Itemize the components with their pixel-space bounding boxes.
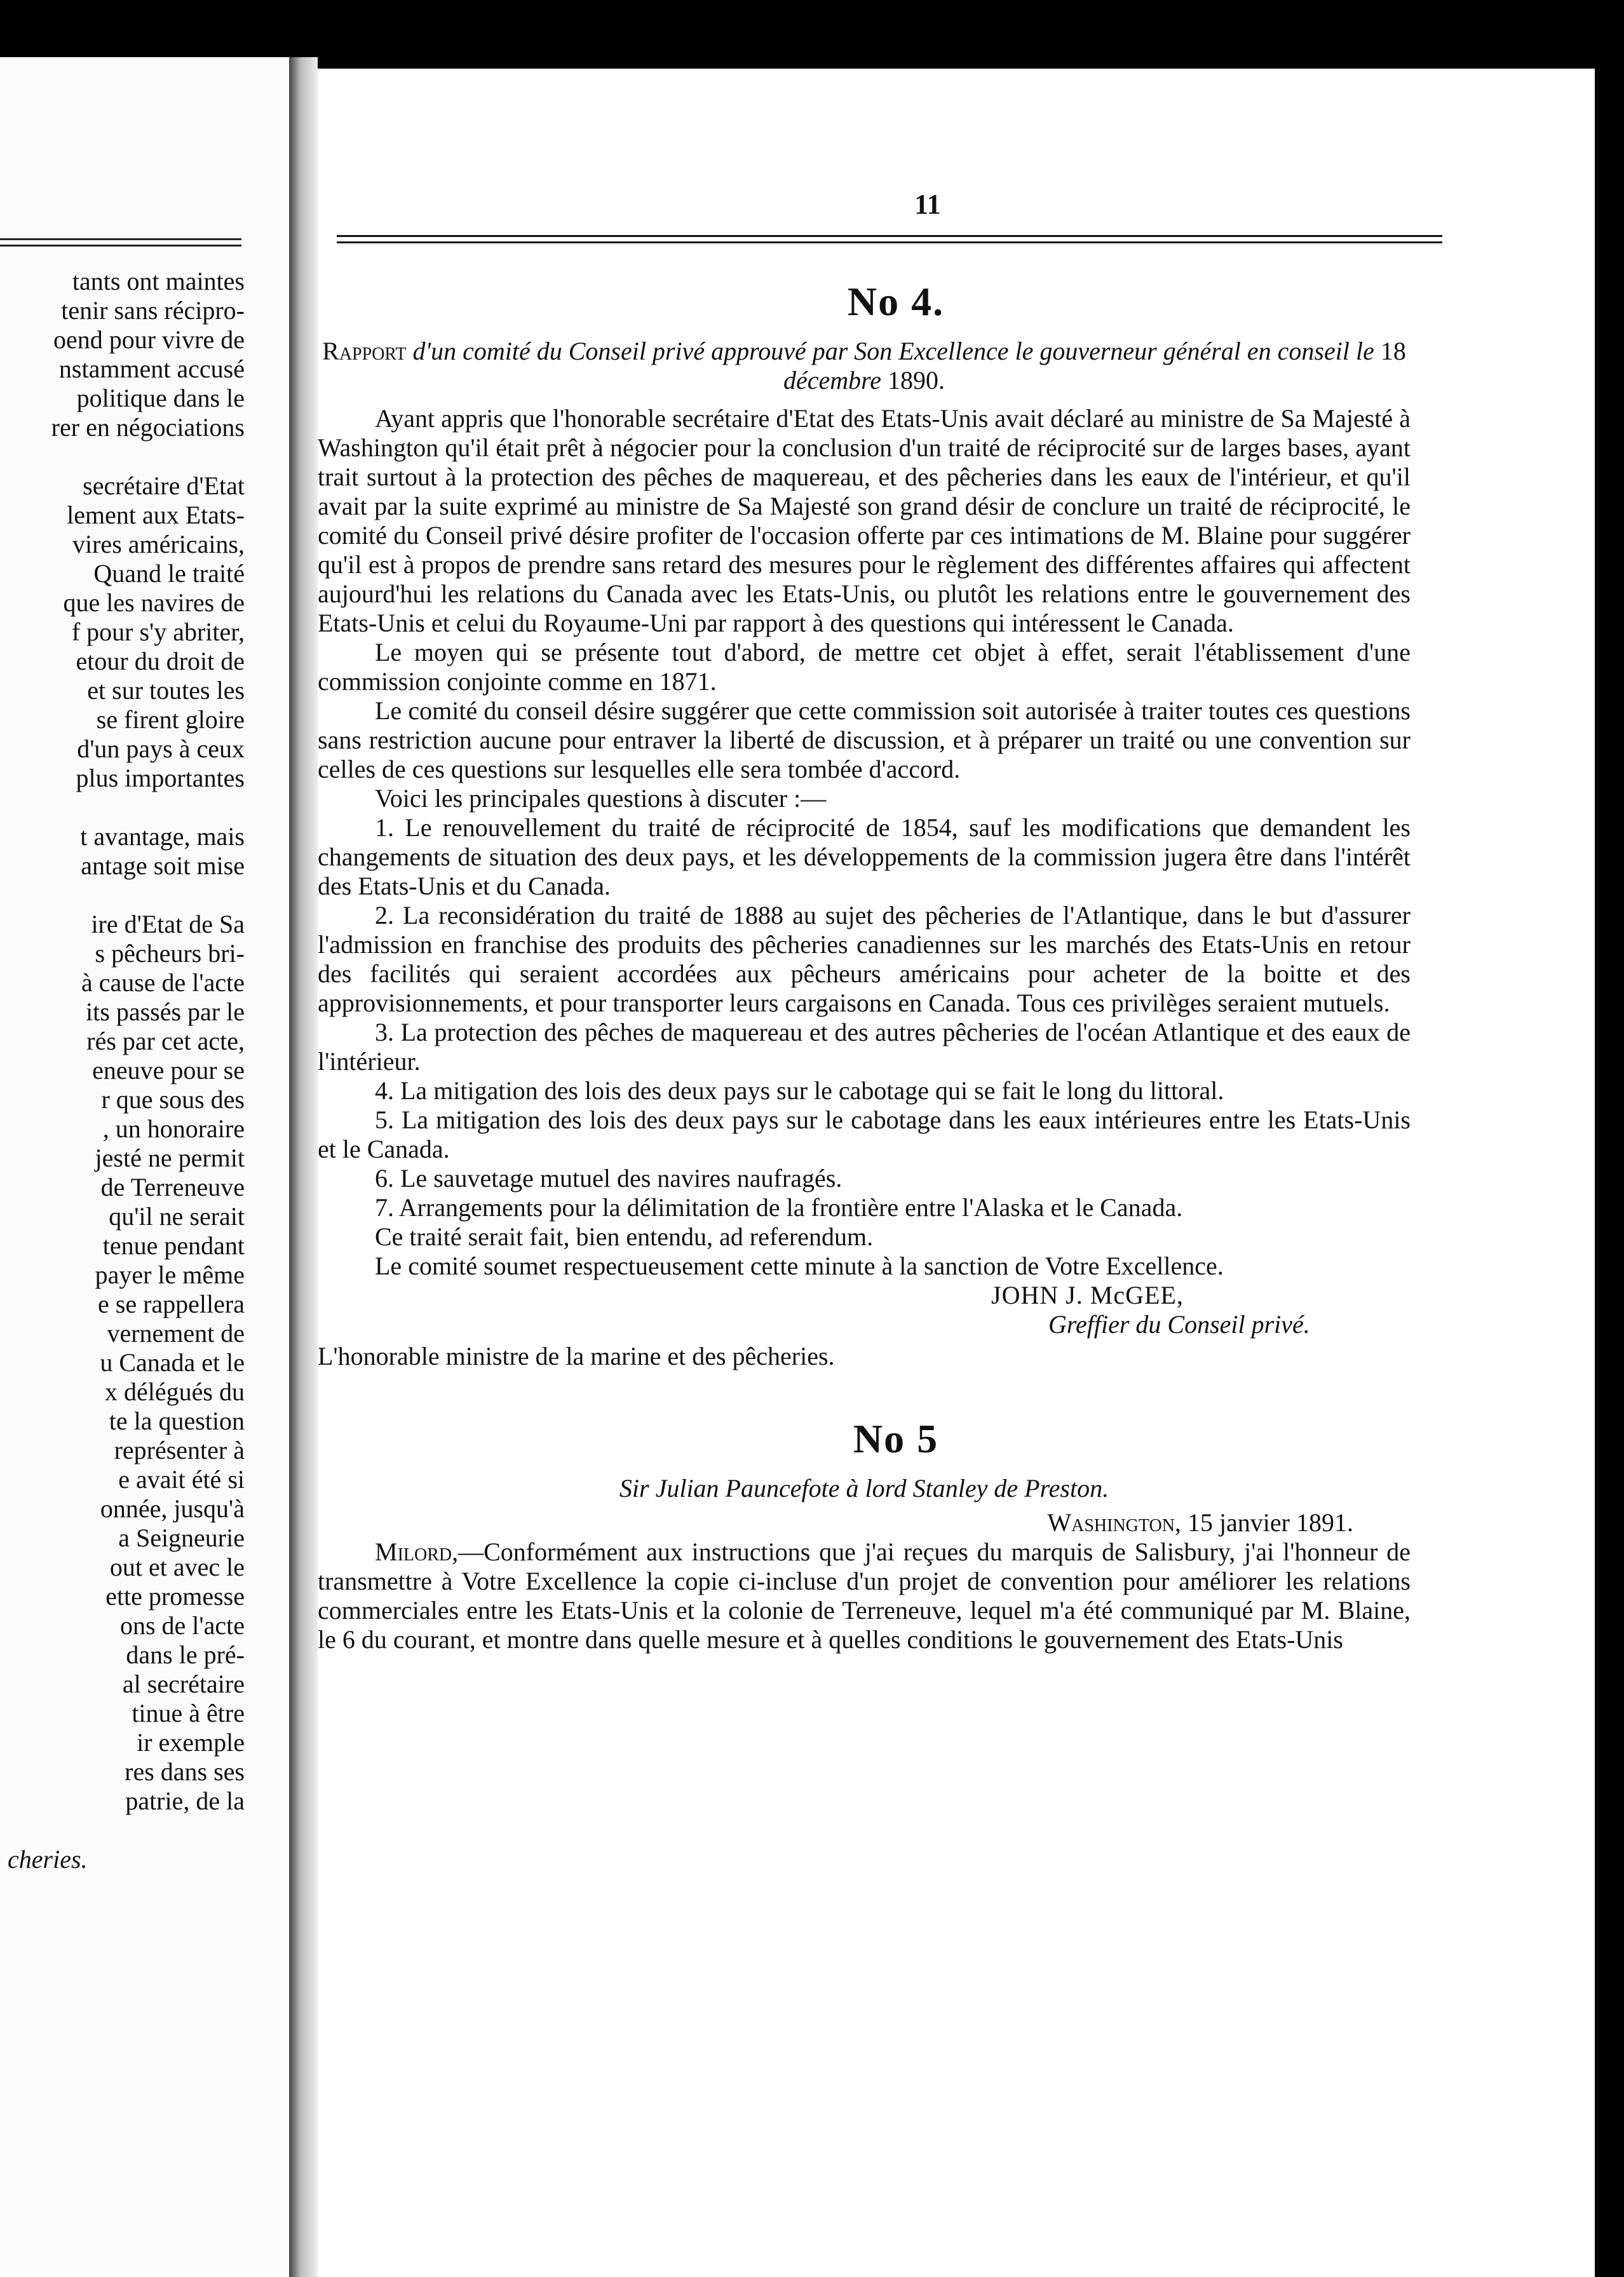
- left-line: représenter à: [114, 1436, 245, 1464]
- page-number: 11: [914, 189, 941, 220]
- left-line: jesté ne permit: [95, 1144, 245, 1172]
- document-4-paragraph: Le comité du conseil désire suggérer que cette commission soit autorisée à traiter toutes ces questions sans restriction aucune pour entraver la liberté de discussion, et à préparer un traité ou une convention sur celles de ces questions sur lesquelles elle sera tombée d'accord.: [318, 696, 1411, 783]
- left-line: tenir sans récipro-: [61, 296, 245, 325]
- letter-title: Sir Julian Pauncefote à lord Stanley de Preston.: [619, 1474, 1109, 1503]
- left-line: que les navires de: [63, 588, 245, 617]
- left-line: a Seigneurie: [118, 1524, 245, 1552]
- signature-name: JOHN J. McGEE,: [991, 1281, 1184, 1309]
- left-line: , un honoraire: [102, 1114, 245, 1143]
- left-gap: [0, 1816, 245, 1845]
- left-line: al secrétaire: [122, 1670, 245, 1698]
- left-rule-top: [0, 238, 241, 240]
- left-line: antage soit mise: [81, 851, 245, 880]
- document-4-paragraph: Le comité soumet respectueusement cette minute à la sanction de Votre Excellence.: [375, 1252, 1224, 1280]
- document-5-number: No 5: [853, 1416, 939, 1461]
- left-rule-bottom: [0, 245, 241, 247]
- left-line: tenue pendant: [102, 1231, 245, 1260]
- left-page: [0, 57, 289, 2277]
- addressee: L'honorable ministre de la marine et des pêcheries.: [318, 1342, 835, 1370]
- left-line: ire d'Etat de Sa: [91, 910, 245, 938]
- title-italic-part: d'un comité du Conseil privé approuvé par Son Excellence le gouverneur général en conseil le: [412, 337, 1374, 365]
- left-column-text: [0, 267, 245, 1874]
- left-line: qu'il ne serait: [109, 1202, 245, 1231]
- title-smallcaps: Rapport: [322, 337, 407, 365]
- left-line: eneuve pour se: [92, 1056, 245, 1084]
- title-year: 1890.: [887, 366, 945, 395]
- document-4-paragraph: Ayant appris que l'honorable secrétaire d'Etat des Etats-Unis avait déclaré au ministre de Sa Majesté à Washington qu'il était prêt à négocier pour la conclusion d'un traité de réciprocité sur de larges bases, ayant trait surtout à la protection des pêches de maquereau, et des pêcheries dans les eaux de l'intérieur, et qu'il avait par la suite exprimé au ministre de Sa Majesté son grand désir de conclure un traité de réciprocité, le comité du Conseil privé désire profiter de l'occasion offerte par ces intimations de M. Blaine pour suggérer qu'il est à propos de prendre sans retard des mesures pour le règlement des différentes affaires qui affectent aujourd'hui les relations du Canada avec les Etats-Unis, ou plutôt les relations entre le gouvernement des Etats-Unis et celui du Royaume-Uni par rapport à des questions qui intéressent le Canada.: [318, 404, 1411, 637]
- left-line: rés par cet acte,: [86, 1027, 245, 1055]
- left-line: ette promesse: [105, 1582, 245, 1611]
- book-gutter: [289, 57, 318, 2277]
- document-4-paragraph: 7. Arrangements pour la délimitation de la frontière entre l'Alaska et le Canada.: [375, 1193, 1183, 1222]
- left-gap: [0, 793, 245, 822]
- left-line: lement aux Etats-: [67, 501, 245, 529]
- left-line: à cause de l'acte: [81, 968, 245, 997]
- left-line: etour du droit de: [76, 647, 245, 675]
- left-line: Quand le traité: [93, 559, 245, 588]
- left-line: politique dans le: [76, 384, 245, 412]
- left-gap: [0, 881, 245, 910]
- left-line: onnée, jusqu'à: [100, 1494, 245, 1523]
- letter-body-text: —Conformément aux instructions que j'ai reçues du marquis de Salisbury, j'ai l'honneur de transmettre à Votre Excellence la copie ci-incluse d'un projet de convention pour améliorer les relations commerciales entre les Etats-Unis et la colonie de Terreneuve, lequel m'a été communiqué par M. Blaine, le 6 du courant, et montre dans quelle mesure et à quelles conditions le gouvernement des Etats-Unis: [318, 1537, 1411, 1654]
- main-text: [318, 278, 1411, 1654]
- document-4-body: [318, 404, 1411, 1281]
- title-day: 18: [1380, 337, 1406, 365]
- document-4-paragraph: Voici les principales questions à discuter :—: [375, 784, 827, 813]
- document-4-paragraph: 1. Le renouvellement du traité de réciprocité de 1854, sauf les modifications que demandent les changements de situation des deux pays, et les développements de la commission jugera être dans l'intérêt des Etats-Unis et du Canada.: [318, 813, 1411, 900]
- document-4-number: No 4.: [847, 279, 945, 324]
- left-line: de Terreneuve: [100, 1173, 245, 1201]
- letter-date-value: 15 janvier 1891.: [1187, 1508, 1353, 1537]
- header-rule-bottom: [337, 241, 1442, 243]
- header-rule-top: [337, 235, 1442, 237]
- left-line: rer en négociations: [51, 413, 245, 442]
- title-month: décembre: [783, 366, 881, 395]
- left-line: out et avec le: [109, 1553, 245, 1581]
- document-4-paragraph: 3. La protection des pêches de maquereau et des autres pêcheries de l'océan Atlantique et des eaux de l'intérieur.: [318, 1018, 1411, 1076]
- document-4-paragraph: Le moyen qui se présente tout d'abord, de mettre cet objet à effet, serait l'établissement d'une commission conjointe comme en 1871.: [318, 638, 1411, 696]
- left-line: r que sous des: [101, 1085, 245, 1114]
- left-gap: [0, 442, 245, 471]
- letter-body: [318, 1537, 1411, 1654]
- left-line: its passés par le: [86, 997, 245, 1026]
- left-line: payer le même: [95, 1260, 245, 1289]
- left-line: ons de l'acte: [119, 1611, 245, 1640]
- left-line: e se rappellera: [98, 1290, 245, 1318]
- left-line: tinue à être: [132, 1699, 245, 1727]
- letter-place: Washington,: [1047, 1508, 1181, 1537]
- document-4-paragraph: Ce traité serait fait, bien entendu, ad referendum.: [375, 1222, 874, 1251]
- left-line: tants ont maintes: [72, 267, 245, 295]
- left-line: vires américains,: [72, 530, 245, 558]
- left-line: et sur toutes les: [87, 676, 245, 705]
- left-line: x délégués du: [105, 1377, 245, 1406]
- left-line: se firent gloire: [96, 705, 245, 734]
- document-4-paragraph: 6. Le sauvetage mutuel des navires naufragés.: [375, 1164, 842, 1193]
- document-4-paragraph: 5. La mitigation des lois des deux pays sur le cabotage dans les eaux intérieures entre les Etats-Unis et le Canada.: [318, 1105, 1411, 1163]
- left-line: t avantage, mais: [80, 822, 245, 851]
- document-4-paragraph: 4. La mitigation des lois des deux pays sur le cabotage qui se fait le long du littoral.: [375, 1076, 1224, 1105]
- left-line: s pêcheurs bri-: [95, 939, 245, 968]
- document-4-title: [318, 337, 1411, 395]
- left-line: oend pour vivre de: [53, 325, 245, 354]
- left-line: te la question: [109, 1407, 245, 1435]
- left-line: secrétaire d'Etat: [83, 471, 245, 500]
- signature-title: Greffier du Conseil privé.: [1048, 1310, 1310, 1339]
- left-line: nstamment accusé: [58, 355, 245, 383]
- left-line: vernement de: [107, 1319, 245, 1348]
- left-line-end: cheries.: [8, 1845, 88, 1874]
- letter-date: [318, 1508, 1411, 1537]
- salutation: Milord,: [375, 1537, 459, 1566]
- left-line: u Canada et le: [100, 1348, 245, 1377]
- left-line: ir exemple: [137, 1728, 245, 1757]
- document-4-paragraph: 2. La reconsidération du traité de 1888 au sujet des pêcheries de l'Atlantique, dans le but d'assurer l'admission en franchise des produits des pêcheries canadiennes sur les marchés des Etats-Unis en retour des facilités qui seraient accordées aux pêcheurs américains pour acheter de la boitte et des approvisionnements, et pour transporter leurs cargaisons en Canada. Tous ces privilèges seraient mutuels.: [318, 901, 1411, 1017]
- left-line: res dans ses: [125, 1757, 245, 1786]
- left-line: patrie, de la: [125, 1787, 245, 1815]
- left-line: plus importantes: [76, 764, 245, 792]
- left-line: e avait été si: [118, 1465, 245, 1494]
- right-page: [318, 69, 1595, 2277]
- left-line: f pour s'y abriter,: [71, 618, 245, 646]
- left-line: dans le pré-: [126, 1640, 245, 1669]
- left-line: d'un pays à ceux: [77, 734, 245, 763]
